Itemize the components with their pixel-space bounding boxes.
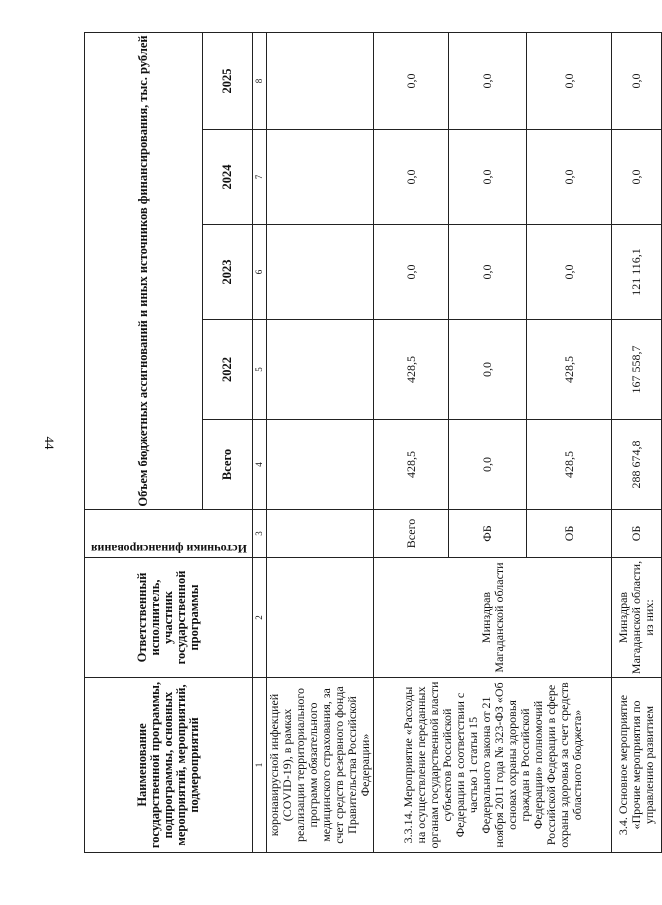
header-name: Наименование государственной программы, подпрограммы, основных мероприятий, мероприятий, подмероприятий: [85, 678, 253, 853]
header-volume: Объем бюджетных ассигнований и иных источников финансирования, тыс. рублей: [85, 32, 203, 509]
value-cell: 0,0: [449, 32, 527, 129]
value-cell: 0,0: [374, 130, 449, 225]
row-name-cell: коронавирусной инфекцией (COVID-19), в рамках реализации территориального программ обязательного медицинского страхования, за счет средств резервного фонда Правительства Российской Федерации»: [267, 678, 374, 853]
source-cell: ОБ: [527, 510, 612, 558]
row-name-cell: 3.4. Основное мероприятие «Прочие мероприятия по управлению развитием: [612, 678, 662, 853]
row-executor-cell: Минздрав Магаданской области, из них:: [612, 558, 662, 678]
budget-table: [84, 32, 662, 853]
header-total: Всего: [203, 420, 253, 510]
index-cell: 7: [253, 130, 267, 225]
source-cell: ОБ: [612, 510, 662, 558]
value-cell: 288 674,8: [612, 420, 662, 510]
value-cell: 0,0: [374, 225, 449, 320]
index-cell: 8: [253, 32, 267, 129]
empty-cell: [267, 225, 374, 320]
empty-cell: [267, 558, 374, 678]
index-cell: 3: [253, 510, 267, 558]
header-year-2025: 2025: [203, 32, 253, 129]
header-source-text: Источники финансирования: [90, 542, 247, 556]
empty-cell: [267, 32, 374, 129]
row-name-cell: 3.3.14. Мероприятие «Расходы на осуществление переданных органам государственной власти субъектов Российской Федерации в соответствии с частью 1 статьи 15 Федерального закона от 21 ноября 2011 года № 323-ФЗ «Об основах охраны здоровья граждан в Российской Федерации» полномочий Российской Федерации в сфере охраны здоровья за счет средств областного бюджета»: [374, 678, 612, 853]
index-cell: 2: [253, 558, 267, 678]
value-cell: 121 116,1: [612, 225, 662, 320]
header-year-2024: 2024: [203, 130, 253, 225]
value-cell: 0,0: [449, 130, 527, 225]
value-cell: 0,0: [612, 130, 662, 225]
value-cell: 167 558,7: [612, 320, 662, 420]
value-cell: 0,0: [527, 225, 612, 320]
index-cell: 5: [253, 320, 267, 420]
empty-cell: [267, 130, 374, 225]
value-cell: 0,0: [374, 32, 449, 129]
value-cell: 0,0: [527, 130, 612, 225]
header-year-2022: 2022: [203, 320, 253, 420]
value-cell: 428,5: [527, 320, 612, 420]
row-executor-cell: Минздрав Магаданской области: [374, 558, 612, 678]
index-cell: 6: [253, 225, 267, 320]
value-cell: 0,0: [527, 32, 612, 129]
header-source: [85, 510, 253, 558]
index-cell: 4: [253, 420, 267, 510]
value-cell: 428,5: [374, 420, 449, 510]
rotated-table-wrapper: [84, 33, 656, 853]
header-year-2023: 2023: [203, 225, 253, 320]
empty-cell: [267, 510, 374, 558]
value-cell: 0,0: [612, 32, 662, 129]
index-cell: 1: [253, 678, 267, 853]
header-executor: Ответственный исполнитель, участник государственной программы: [85, 558, 253, 678]
value-cell: 0,0: [449, 420, 527, 510]
source-cell: ФБ: [449, 510, 527, 558]
page-number: 44: [42, 436, 57, 450]
empty-cell: [267, 420, 374, 510]
value-cell: 428,5: [527, 420, 612, 510]
value-cell: 0,0: [449, 320, 527, 420]
value-cell: 0,0: [449, 225, 527, 320]
source-cell: Всего: [374, 510, 449, 558]
value-cell: 428,5: [374, 320, 449, 420]
empty-cell: [267, 320, 374, 420]
